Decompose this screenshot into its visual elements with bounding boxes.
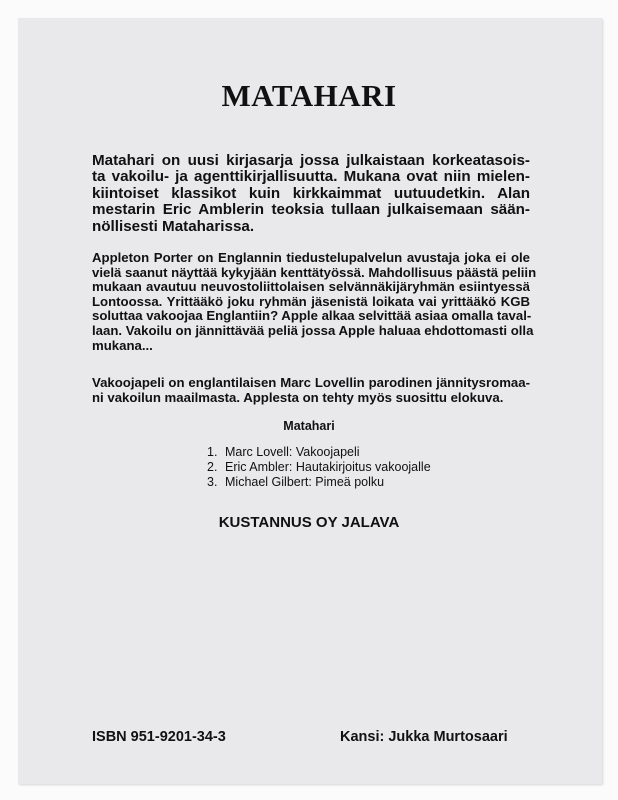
text-line: Lontoossa. Yrittääkö joku ryhmän jäsenistä loikata vai yrittääkö KGB — [92, 293, 530, 309]
item-text: Marc Lovell: Vakoojapeli — [225, 445, 360, 459]
item-text: Michael Gilbert: Pimeä polku — [225, 475, 385, 489]
item-number: 2. — [207, 460, 218, 474]
text-line: mukaan avautuu neuvostoliittolaisen selvännäkijäryhmän esiintyessä — [92, 279, 530, 295]
list-item — [207, 445, 431, 460]
publisher-name: KUSTANNUS OY JALAVA — [218, 514, 400, 531]
text-line: mestarin Eric Amblerin teoksia tullaan julkaisemaan sään- — [92, 201, 530, 219]
isbn: ISBN 951-9201-34-3 — [92, 729, 226, 745]
list-item — [207, 460, 431, 475]
text-line: ta vakoilu- ja agenttikirjallisuutta. Mukana ovat niin mielen- — [92, 168, 530, 186]
text-line: laan. Vakoilu on jännittävää peliä jossa Apple haluaa ehdottomasti olla — [92, 322, 534, 338]
intro-paragraph — [92, 153, 530, 235]
text-line: ni vakoilun maailmasta. Applesta on tehty myös suosittu elokuva. — [92, 389, 504, 405]
text-line: mukana... — [92, 337, 153, 353]
book-title: MATAHARI — [221, 78, 397, 113]
text-line: kiintoiset klassikot kuin kirkkaimmat uutuudetkin. Alan — [92, 184, 530, 202]
about-paragraph — [92, 376, 530, 405]
item-text: Eric Ambler: Hautakirjoitus vakoojalle — [225, 460, 431, 474]
text-line: vielä saanut näyttää kykyjään kenttätyössä. Mahdollisuus päästä peliin — [92, 264, 537, 280]
synopsis-paragraph — [92, 250, 537, 353]
text-line: nöllisesti Mataharissa. — [92, 217, 255, 235]
item-number: 3. — [207, 475, 218, 489]
text-line: Vakoojapeli on englantilaisen Marc Lovellin parodinen jännitysromaa- — [92, 375, 530, 390]
cover-credit: Kansi: Jukka Murtosaari — [340, 729, 508, 745]
text-line: Appleton Porter on Englannin tiedustelupalvelun avustaja joka ei ole — [92, 250, 530, 265]
text-line: Matahari on uusi kirjasarja jossa julkaistaan korkeatasois- — [92, 152, 530, 169]
series-list — [207, 445, 431, 490]
list-item — [207, 475, 431, 490]
item-number: 1. — [207, 445, 218, 459]
series-heading: Matahari — [283, 419, 335, 433]
text-line: soluttaa vakoojaa Englantiin? Apple alkaa selvittää asiaa omalla taval- — [92, 308, 532, 324]
